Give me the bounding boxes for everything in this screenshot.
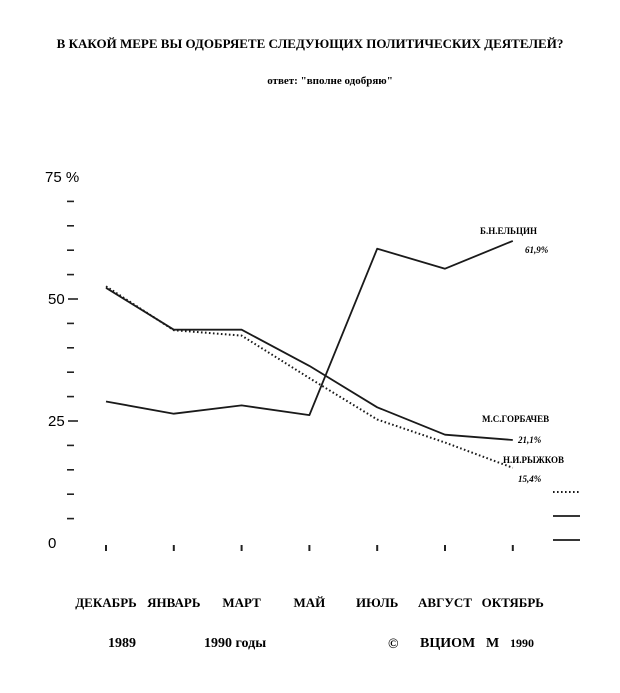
footer-mark-year: 1990	[510, 636, 534, 650]
series-name-label: Н.И.РЫЖКОВ	[503, 455, 565, 465]
footer-org: ВЦИОМ	[420, 636, 476, 651]
series-end-value-label: 61,9%	[525, 245, 549, 255]
y-tick-label: 25	[48, 413, 65, 430]
footer-year-1990: 1990 годы	[204, 636, 267, 651]
legend	[553, 492, 580, 540]
series-end-value-label: 15,4%	[518, 474, 542, 484]
series-name-label: Б.Н.ЕЛЬЦИН	[480, 226, 537, 236]
footer-mark: М	[486, 636, 500, 651]
x-category-label: МАРТ	[222, 595, 261, 610]
footer-year-1989: 1989	[108, 636, 136, 651]
x-category-label: ОКТЯБРЬ	[481, 595, 544, 610]
footer	[108, 636, 534, 652]
y-tick-label: 0	[48, 535, 57, 552]
y-tick-label: 75 %	[45, 169, 80, 186]
x-category-label: МАЙ	[293, 595, 326, 610]
chart-title: В КАКОЙ МЕРЕ ВЫ ОДОБРЯЕТЕ СЛЕДУЮЩИХ ПОЛИТИЧЕСКИХ ДЕЯТЕЛЕЙ?	[56, 36, 564, 51]
y-axis	[45, 169, 79, 552]
copyright-symbol: ©	[388, 637, 399, 652]
x-category-label: ЯНВАРЬ	[147, 595, 201, 610]
y-tick-label: 50	[48, 291, 65, 308]
series-line	[106, 241, 513, 415]
chart-subtitle: ответ: "вполне одобряю"	[267, 75, 393, 87]
series-line	[106, 288, 513, 440]
x-category-label: ИЮЛЬ	[356, 595, 399, 610]
x-category-label: АВГУСТ	[418, 595, 472, 610]
x-axis	[75, 545, 544, 610]
series-lines	[106, 241, 513, 468]
x-category-label: ДЕКАБРЬ	[75, 595, 137, 610]
series-labels	[480, 226, 564, 484]
series-line	[106, 286, 513, 468]
series-end-value-label: 21,1%	[518, 435, 542, 445]
series-name-label: М.С.ГОРБАЧЕВ	[482, 414, 550, 424]
